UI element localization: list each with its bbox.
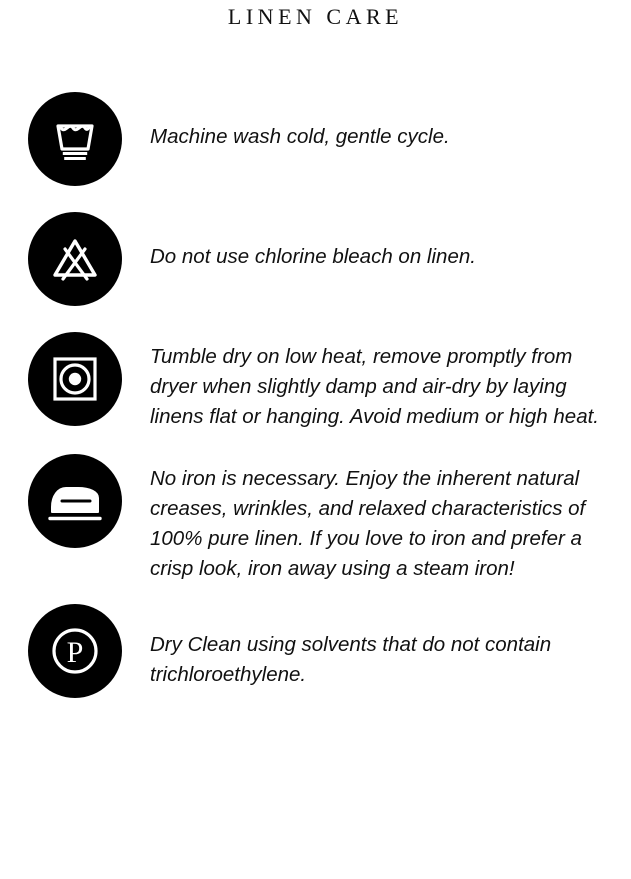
- care-instruction-text: Machine wash cold, gentle cycle.: [150, 125, 450, 148]
- icon-cell: [0, 210, 150, 306]
- wash-tub-icon: [28, 92, 122, 186]
- care-instruction-text: Do not use chlorine bleach on linen.: [150, 245, 476, 268]
- icon-cell: [0, 330, 150, 426]
- svg-text:P: P: [66, 636, 84, 669]
- tumble-dry-low-icon: [28, 332, 122, 426]
- list-item: [0, 90, 631, 186]
- list-item: [0, 210, 631, 306]
- icon-cell: [0, 602, 150, 698]
- icon-cell: [0, 452, 150, 548]
- list-item: [0, 330, 631, 432]
- dry-clean-p-icon: [28, 604, 122, 698]
- page-title: LINEN CARE: [227, 4, 404, 29]
- list-item: [0, 602, 631, 698]
- care-instruction-list: [0, 90, 631, 698]
- care-instruction-text: No iron is necessary. Enjoy the inherent natural creases, wrinkles, and relaxed characteristics of 100% pure linen. If you love to iron and prefer a crisp look, iron away using a steam iron!: [150, 467, 586, 580]
- care-instruction-text: Tumble dry on low heat, remove promptly from dryer when slightly damp and air-dry by laying linens flat or hanging. Avoid medium or high heat.: [150, 345, 599, 428]
- icon-cell: [0, 90, 150, 186]
- no-bleach-triangle-icon: [28, 212, 122, 306]
- list-item: [0, 452, 631, 584]
- iron-icon: [28, 454, 122, 548]
- care-instruction-text: Dry Clean using solvents that do not contain trichloroethylene.: [150, 633, 552, 686]
